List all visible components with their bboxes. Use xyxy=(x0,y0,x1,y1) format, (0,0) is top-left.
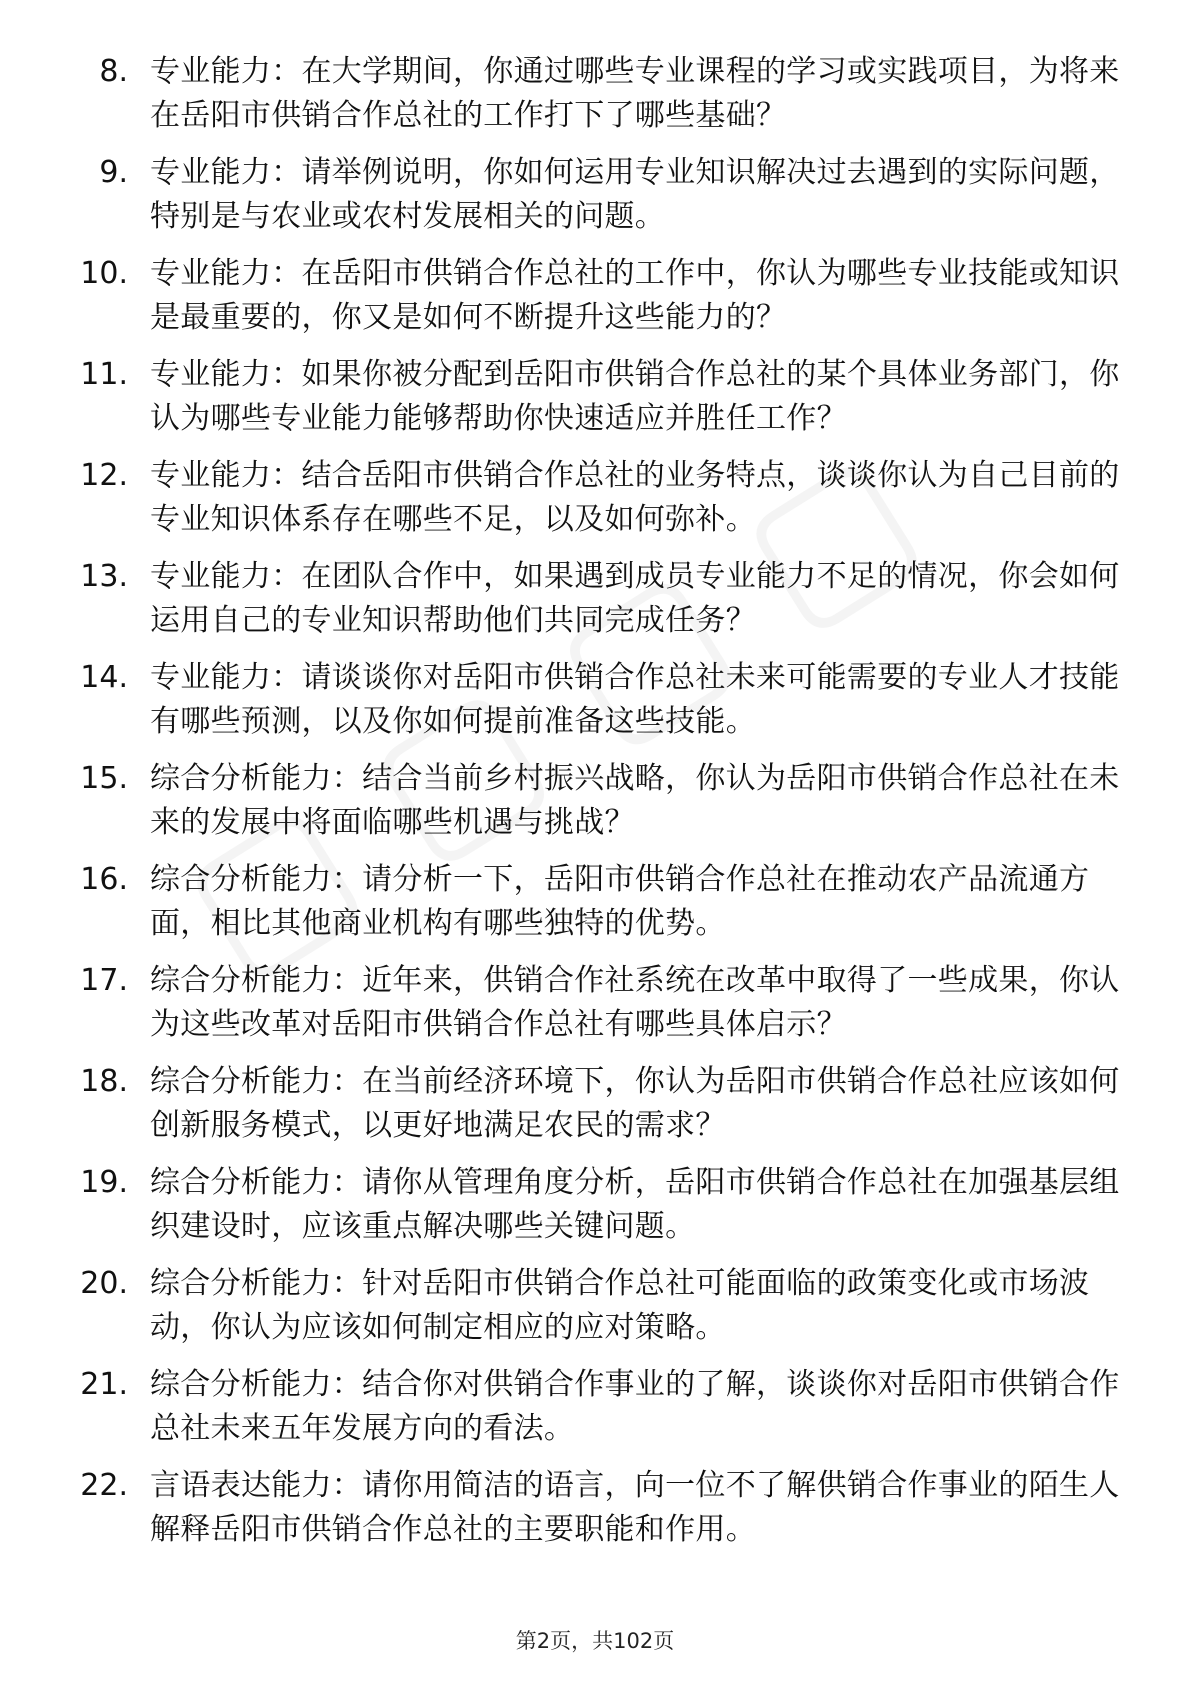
question-number: 8. xyxy=(99,54,128,89)
question-item xyxy=(60,50,1120,151)
question-text: 专业能力：请谈谈你对岳阳市供销合作总社未来可能需要的专业人才技能有哪些预测，以及你如何提前准备这些技能。 xyxy=(150,660,1120,739)
question-number: 22. xyxy=(80,1468,128,1503)
question-item xyxy=(60,1161,1120,1262)
question-number: 12. xyxy=(80,458,128,493)
question-item xyxy=(60,555,1120,656)
question-text: 综合分析能力：针对岳阳市供销合作总社可能面临的政策变化或市场波动，你认为应该如何制定相应的应对策略。 xyxy=(150,1266,1090,1345)
question-text: 综合分析能力：结合你对供销合作事业的了解，谈谈你对岳阳市供销合作总社未来五年发展方向的看法。 xyxy=(150,1367,1120,1446)
question-number: 11. xyxy=(80,357,128,392)
question-number: 16. xyxy=(80,862,128,897)
question-number: 19. xyxy=(80,1165,128,1200)
question-text: 专业能力：如果你被分配到岳阳市供销合作总社的某个具体业务部门，你认为哪些专业能力能够帮助你快速适应并胜任工作？ xyxy=(150,357,1120,436)
question-item xyxy=(60,1363,1120,1464)
question-item xyxy=(60,959,1120,1060)
question-text: 专业能力：请举例说明，你如何运用专业知识解决过去遇到的实际问题，特别是与农业或农村发展相关的问题。 xyxy=(150,155,1120,234)
question-number: 18. xyxy=(80,1064,128,1099)
question-text: 综合分析能力：近年来，供销合作社系统在改革中取得了一些成果，你认为这些改革对岳阳市供销合作总社有哪些具体启示？ xyxy=(150,963,1120,1042)
question-item xyxy=(60,252,1120,353)
question-list xyxy=(60,50,1120,1565)
question-number: 20. xyxy=(80,1266,128,1301)
question-text: 综合分析能力：请你从管理角度分析，岳阳市供销合作总社在加强基层组织建设时，应该重点解决哪些关键问题。 xyxy=(150,1165,1120,1244)
question-text: 专业能力：在团队合作中，如果遇到成员专业能力不足的情况，你会如何运用自己的专业知识帮助他们共同完成任务？ xyxy=(150,559,1120,638)
question-number: 21. xyxy=(80,1367,128,1402)
question-item xyxy=(60,1464,1120,1565)
question-item xyxy=(60,757,1120,858)
question-text: 综合分析能力：请分析一下，岳阳市供销合作总社在推动农产品流通方面，相比其他商业机构有哪些独特的优势。 xyxy=(150,862,1090,941)
question-item xyxy=(60,1060,1120,1161)
question-number: 9. xyxy=(99,155,128,190)
question-item xyxy=(60,858,1120,959)
question-item xyxy=(60,353,1120,454)
question-number: 17. xyxy=(80,963,128,998)
question-number: 15. xyxy=(80,761,128,796)
question-text: 综合分析能力：结合当前乡村振兴战略，你认为岳阳市供销合作总社在未来的发展中将面临哪些机遇与挑战？ xyxy=(150,761,1120,840)
question-text: 专业能力：在大学期间，你通过哪些专业课程的学习或实践项目，为将来在岳阳市供销合作总社的工作打下了哪些基础？ xyxy=(150,54,1120,133)
question-item xyxy=(60,656,1120,757)
question-item xyxy=(60,454,1120,555)
question-number: 10. xyxy=(80,256,128,291)
question-number: 14. xyxy=(80,660,128,695)
question-text: 专业能力：在岳阳市供销合作总社的工作中，你认为哪些专业技能或知识是最重要的，你又是如何不断提升这些能力的？ xyxy=(150,256,1120,335)
question-item xyxy=(60,1262,1120,1363)
question-text: 言语表达能力：请你用简洁的语言，向一位不了解供销合作事业的陌生人解释岳阳市供销合作总社的主要职能和作用。 xyxy=(150,1468,1120,1547)
question-item xyxy=(60,151,1120,252)
question-text: 专业能力：结合岳阳市供销合作总社的业务特点，谈谈你认为自己目前的专业知识体系存在哪些不足，以及如何弥补。 xyxy=(150,458,1120,537)
question-number: 13. xyxy=(80,559,128,594)
question-text: 综合分析能力：在当前经济环境下，你认为岳阳市供销合作总社应该如何创新服务模式，以更好地满足农民的需求？ xyxy=(150,1064,1120,1143)
page-footer: 第2页，共102页 xyxy=(515,1629,675,1653)
